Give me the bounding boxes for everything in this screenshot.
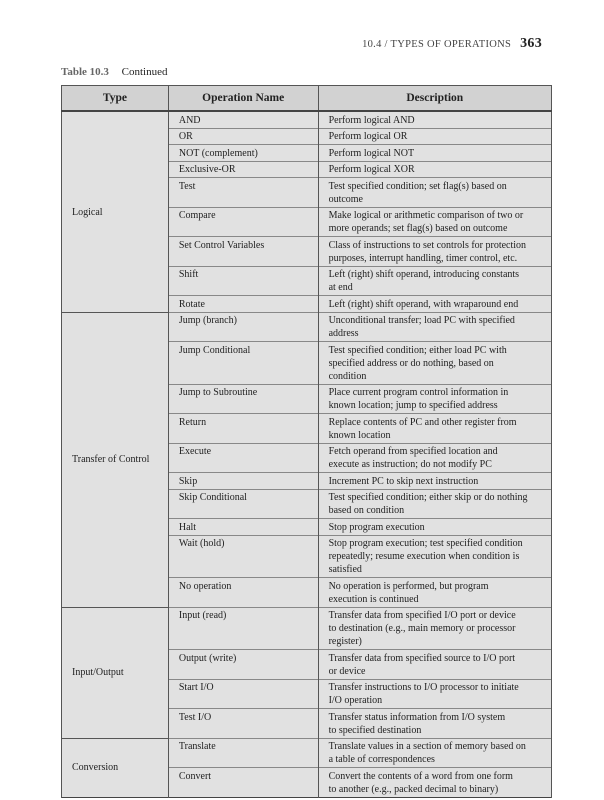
type-cell: Conversion — [62, 738, 169, 797]
header-operation-name: Operation Name — [168, 86, 318, 112]
operation-name-cell: Compare — [168, 207, 318, 237]
operation-name-cell: Halt — [168, 519, 318, 536]
operation-name-cell: Set Control Variables — [168, 237, 318, 267]
operations-table — [61, 85, 552, 798]
description-cell: Perform logical XOR — [318, 161, 551, 178]
description-cell: Left (right) shift operand, with wraparound end — [318, 296, 551, 313]
operation-name-cell: Jump Conditional — [168, 342, 318, 385]
operation-name-cell: Output (write) — [168, 650, 318, 680]
header-type: Type — [62, 86, 169, 112]
description-cell: Place current program control information in known location; jump to specified address — [318, 384, 551, 414]
description-cell: Fetch operand from specified location and execute as instruction; do not modify PC — [318, 443, 551, 473]
description-cell: Make logical or arithmetic comparison of two or more operands; set flag(s) based on outcome — [318, 207, 551, 237]
type-cell: Transfer of Control — [62, 312, 169, 607]
operation-name-cell: Return — [168, 414, 318, 444]
operation-name-cell: Wait (hold) — [168, 535, 318, 578]
operation-name-cell: Skip Conditional — [168, 489, 318, 519]
header-description: Description — [318, 86, 551, 112]
description-cell: Stop program execution; test specified condition repeatedly; resume execution when condition is satisfied — [318, 535, 551, 578]
type-cell: Input/Output — [62, 607, 169, 738]
table-header-row — [62, 86, 552, 112]
description-cell: Left (right) shift operand, introducing constants at end — [318, 266, 551, 296]
operation-name-cell: Jump (branch) — [168, 312, 318, 342]
description-cell: Test specified condition; either skip or do nothing based on condition — [318, 489, 551, 519]
table-row — [62, 111, 552, 128]
description-cell: Perform logical OR — [318, 128, 551, 145]
type-cell: Logical — [62, 111, 169, 312]
operation-name-cell: Skip — [168, 473, 318, 490]
operation-name-cell: No operation — [168, 578, 318, 608]
operation-name-cell: AND — [168, 111, 318, 128]
operation-name-cell: Jump to Subroutine — [168, 384, 318, 414]
page-number: 363 — [520, 36, 542, 51]
table-row — [62, 607, 552, 650]
operation-name-cell: Convert — [168, 768, 318, 798]
operation-name-cell: Start I/O — [168, 679, 318, 709]
operation-name-cell: Shift — [168, 266, 318, 296]
operation-name-cell: Translate — [168, 738, 318, 768]
description-cell: Transfer data from specified I/O port or device to destination (e.g., main memory or processor register) — [318, 607, 551, 650]
description-cell: Test specified condition; either load PC with specified address or do nothing, based on condition — [318, 342, 551, 385]
table-caption — [61, 66, 167, 78]
running-head — [362, 36, 542, 52]
description-cell: Test specified condition; set flag(s) based on outcome — [318, 178, 551, 208]
operation-name-cell: OR — [168, 128, 318, 145]
table-label: Table 10.3 — [61, 66, 109, 78]
description-cell: Increment PC to skip next instruction — [318, 473, 551, 490]
description-cell: Transfer data from specified source to I/O port or device — [318, 650, 551, 680]
operation-name-cell: NOT (complement) — [168, 145, 318, 162]
description-cell: Replace contents of PC and other register from known location — [318, 414, 551, 444]
description-cell: Stop program execution — [318, 519, 551, 536]
table-row — [62, 738, 552, 768]
operation-name-cell: Exclusive-OR — [168, 161, 318, 178]
table-caption-text: Continued — [121, 66, 168, 78]
description-cell: Transfer instructions to I/O processor to initiate I/O operation — [318, 679, 551, 709]
description-cell: Convert the contents of a word from one form to another (e.g., packed decimal to binary) — [318, 768, 551, 798]
operation-name-cell: Test I/O — [168, 709, 318, 739]
operation-name-cell: Execute — [168, 443, 318, 473]
operation-name-cell: Rotate — [168, 296, 318, 313]
section-title: 10.4 / TYPES OF OPERATIONS — [362, 39, 512, 50]
description-cell: Translate values in a section of memory based on a table of correspondences — [318, 738, 551, 768]
operation-name-cell: Input (read) — [168, 607, 318, 650]
description-cell: No operation is performed, but program execution is continued — [318, 578, 551, 608]
description-cell: Transfer status information from I/O system to specified destination — [318, 709, 551, 739]
table-row — [62, 312, 552, 342]
description-cell: Class of instructions to set controls for protection purposes, interrupt handling, timer control, etc. — [318, 237, 551, 267]
description-cell: Unconditional transfer; load PC with specified address — [318, 312, 551, 342]
description-cell: Perform logical AND — [318, 111, 551, 128]
operation-name-cell: Test — [168, 178, 318, 208]
description-cell: Perform logical NOT — [318, 145, 551, 162]
